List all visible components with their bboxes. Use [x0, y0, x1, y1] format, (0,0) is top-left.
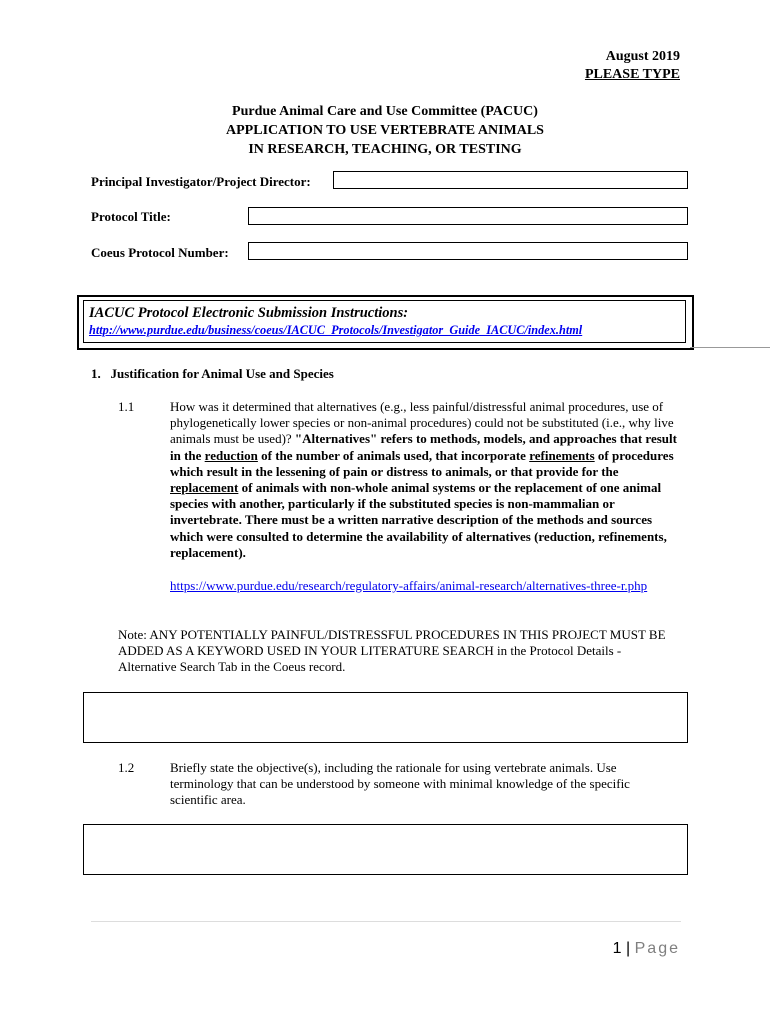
document-date: August 2019 — [605, 49, 680, 64]
coeus-number-label: Coeus Protocol Number: — [91, 245, 229, 260]
question-1-1-bold-3: of procedures which result in the lessening of pain or distress to animals, or that provide for the — [170, 447, 674, 479]
please-type-notice: PLEASE TYPE — [584, 67, 680, 82]
pi-label: Principal Investigator/Project Director: — [91, 174, 311, 189]
title-line-1: Purdue Animal Care and Use Committee (PACUC) — [232, 104, 538, 119]
title-line-3: IN RESEARCH, TEACHING, OR TESTING — [248, 142, 522, 157]
coeus-number-field[interactable] — [248, 242, 688, 260]
page-label: Page — [634, 940, 680, 957]
question-1-2-text: Briefly state the objective(s), including the rationale for using vertebrate animals. Use terminology that can be understood by someone with minimal knowledge of the specific scientific area. — [170, 760, 630, 808]
document-header — [585, 48, 680, 84]
question-1-1-text — [170, 399, 680, 561]
page-separator: | — [626, 940, 631, 957]
question-1-1-plain: How was it determined that alternatives (e.g., less painful/distressful animal procedures, use of phylogenetically lower species or non-animal procedures) could not be substituted (i.e., why live animals must be used)? — [170, 399, 674, 447]
title-line-2: APPLICATION TO USE VERTEBRATE ANIMALS — [226, 123, 544, 138]
instructions-divider — [690, 347, 770, 348]
replacement-term: replacement — [170, 480, 239, 496]
question-1-1-number: 1.1 — [118, 399, 135, 414]
pi-field[interactable] — [333, 171, 688, 189]
page-number — [613, 940, 680, 958]
alternatives-link[interactable]: https://www.purdue.edu/research/regulatory-affairs/animal-research/alternatives-three-r.php — [170, 578, 648, 593]
protocol-title-field[interactable] — [248, 207, 688, 225]
question-1-1-bold-1: "Alternatives" refers to methods, models, and approaches that result in the — [170, 431, 677, 463]
question-1-1-bold-2: of the number of animals used, that incorporate — [257, 447, 530, 463]
refinements-term: refinements — [529, 447, 595, 463]
protocol-title-label: Protocol Title: — [91, 209, 171, 224]
question-1-2-number: 1.2 — [118, 760, 135, 775]
answer-box-1-1[interactable] — [83, 692, 688, 743]
instructions-link[interactable]: http://www.purdue.edu/business/coeus/IACUC_Protocols/Investigator_Guide_IACUC/index.html — [89, 323, 583, 337]
page-number-value: 1 — [612, 940, 622, 957]
instructions-heading: IACUC Protocol Electronic Submission Instructions: — [89, 305, 409, 321]
footer-divider — [91, 921, 681, 922]
question-1-1-bold-4: of animals with non-whole animal systems or the replacement of one animal species with another, particularly if the substituted species is non-mammalian or invertebrate. There must be a written narrative description of the methods and sources which were consulted to determine the availability of alternatives (reduction, refinements, replacement). — [170, 480, 667, 560]
document-title — [0, 102, 770, 159]
question-1-1-note: Note: ANY POTENTIALLY PAINFUL/DISTRESSFUL PROCEDURES IN THIS PROJECT MUST BE ADDED AS A KEYWORD USED IN YOUR LITERATURE SEARCH in the Protocol Details - Alternative Search Tab in the Coeus record. — [118, 627, 666, 675]
reduction-term: reduction — [204, 447, 258, 463]
answer-box-1-2[interactable] — [83, 824, 688, 875]
section-1-heading: 1. Justification for Animal Use and Species — [91, 366, 334, 381]
